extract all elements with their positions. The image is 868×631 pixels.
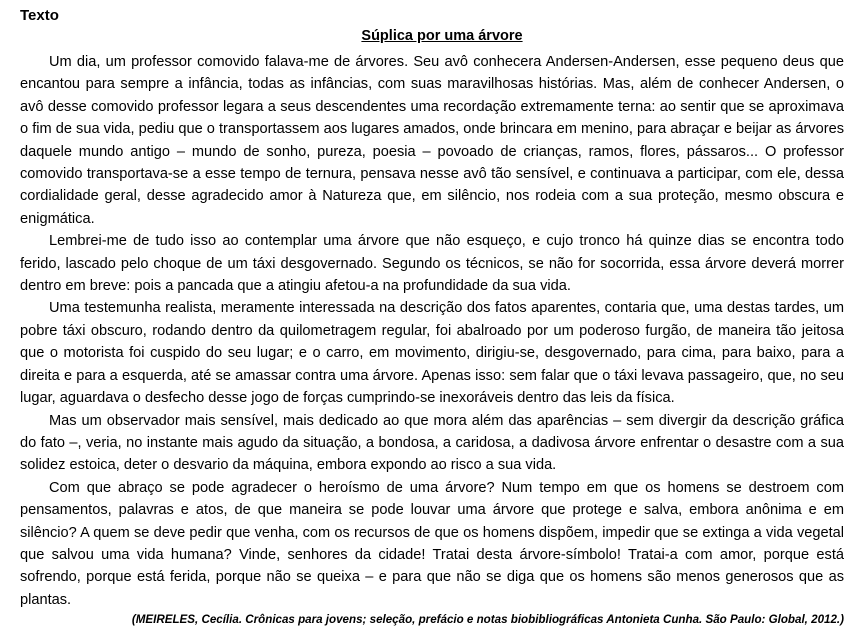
text-title: Súplica por uma árvore	[361, 28, 523, 44]
source-citation: (MEIRELES, Cecília. Crônicas para jovens; seleção, prefácio e notas biobibliográficas Antonieta Cunha. São Paulo: Global, 2012.)	[131, 613, 844, 627]
paragraph-4: Mas um observador mais sensível, mais dedicado ao que mora além das aparências – sem divergir da descrição gráfica do fato –, veria, no instante mais agudo da situação, a bondosa, a caridosa, a dadivosa árvore enfrentar o desastre com a sua solidez estoica, deter o desvario da máquina, embora expondo ao risco a sua vida.	[20, 412, 844, 474]
paragraph-1: Um dia, um professor comovido falava-me de árvores. Seu avô conhecera Andersen-Andersen, esse pequeno deus que encantou para sempre a infância, todas as infâncias, com suas maravilhosas histórias. Mas, além de conhecer Andersen, o avô desse comovido professor legara a seus descendentes uma recordação extremamente terna: ao sentir que se aproximava o fim de sua vida, pediu que o transportassem aos lugares amados, onde brincara em menino, para abraçar e beijar as árvores daquele mundo antigo – mundo de sonho, pureza, poesia – povoado de crianças, ramos, flores, pássaros... O professor comovido transportava-se a esse tempo de ternura, pensava nesse avô tão sensível, e continuava a participar, com ele, dessa cordialidade geral, desse agradecido amor à Natureza que, em silêncio, nos rodeia com a sua proteção, mesmo obscura e enigmática.	[20, 54, 844, 227]
paragraph-5: Com que abraço se pode agradecer o heroísmo de uma árvore? Num tempo em que os homens se destroem com pensamentos, palavras e atos, de que maneira se pode louvar uma árvore que protege e salva, embora anônima e em silêncio? A quem se deve pedir que venha, com os recursos de que os homens dispõem, impedir que se extinga a vida vegetal que salvou uma vida humana? Vinde, senhores da cidade! Tratai desta árvore-símbolo! Tratai-a com amor, porque está sofrendo, porque está ferida, porque não se queixa – e para que não se diga que os homens são menos generosos que as plantas.	[20, 479, 844, 608]
paragraph-3: Uma testemunha realista, meramente interessada na descrição dos fatos aparentes, contaria que, uma destas tardes, um pobre táxi obscuro, rodando dentro da quilometragem regular, foi abalroado por um poderoso furgão, de maneira tão jeitosa que o motorista foi cuspido do seu lugar; e o carro, em movimento, dirigiu-se, desgovernado, para cima, para baixo, para a direita e para a esquerda, até se amassar contra uma árvore. Apenas isso: sem falar que o táxi levava passageiro, que, no seu lugar, aguardava o desfecho desse jogo de forças cumprindo-se inexoráveis dentro das leis da física.	[20, 300, 844, 407]
paragraph-2: Lembrei-me de tudo isso ao contemplar uma árvore que não esqueço, e cujo tronco há quinze dias se encontra todo ferido, lascado pelo choque de um táxi desgovernado. Segundo os técnicos, se não for socorrida, essa árvore deverá morrer dentro em breve: pois a pancada que a atingiu afetou-a na profundidade da sua vida.	[20, 233, 844, 295]
section-label: Texto	[20, 7, 59, 24]
